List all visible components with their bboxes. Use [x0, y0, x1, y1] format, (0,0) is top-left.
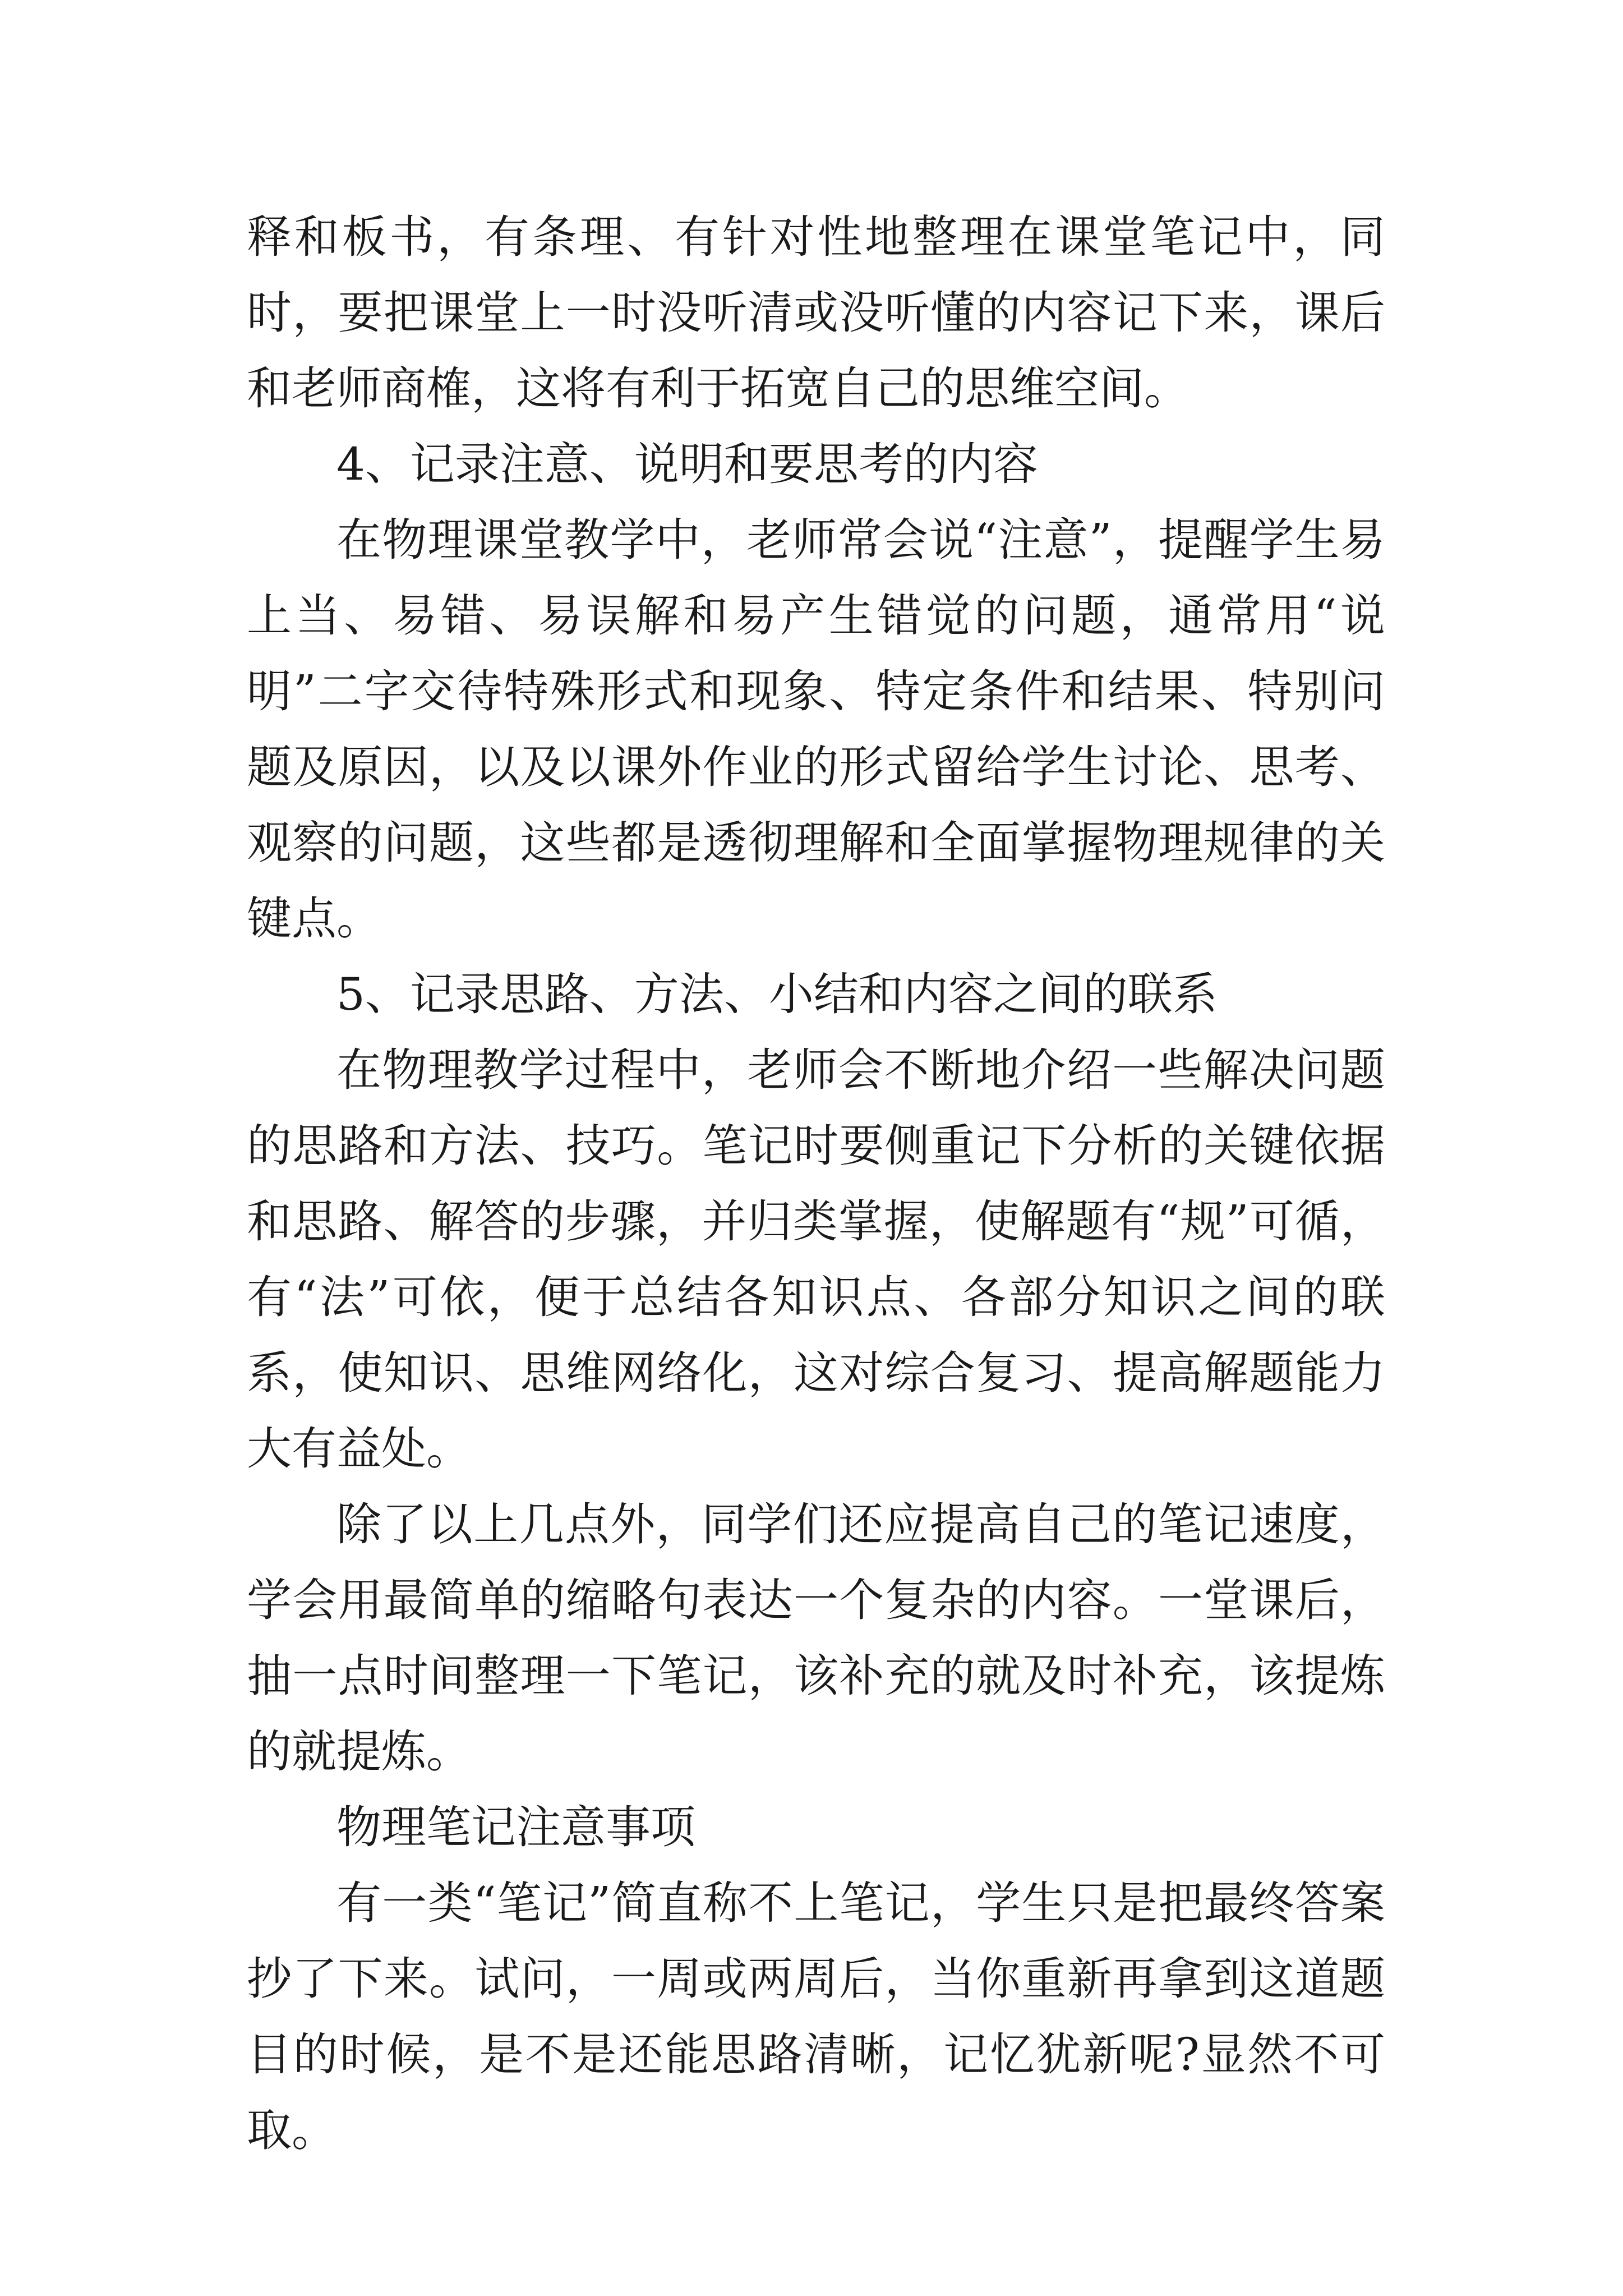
section-heading-5: 5、记录思路、方法、小结和内容之间的联系	[336, 968, 1218, 1020]
paragraph-precautions: 有一类“笔记”简直称不上笔记，学生只是把最终答案抄了下来。试问，一周或两周后，当你重新再拿到这道题目的时候，是不是还能思路清晰，记忆犹新呢?显然不可取。	[247, 1877, 1385, 2156]
paragraph-continuation: 释和板书，有条理、有针对性地整理在课堂笔记中，同时，要把课堂上一时没听清或没听懂的内容记下来，课后和老师商榷，这将有利于拓宽自己的思维空间。	[247, 211, 1385, 415]
section-heading-4: 4、记录注意、说明和要思考的内容	[336, 438, 1038, 490]
paragraph-notes-attention: 在物理课堂教学中，老师常会说“注意”，提醒学生易上当、易错、易误解和易产生错觉的问题，通常用“说明”二字交待特殊形式和现象、特定条件和结果、特别问题及原因，以及以课外作业的形式留给学生讨论、思考、观察的问题，这些都是透彻理解和全面掌握物理规律的关键点。	[247, 514, 1385, 945]
paragraph-methods: 在物理教学过程中，老师会不断地介绍一些解决问题的思路和方法、技巧。笔记时要侧重记下分析的关键依据和思路、解答的步骤，并归类掌握，使解题有“规”可循，有“法”可依，便于总结各知识点、各部分知识之间的联系，使知识、思维网络化，这对综合复习、提高解题能力大有益处。	[247, 1044, 1385, 1475]
document-body	[247, 199, 1385, 2168]
section-heading-precautions: 物理笔记注意事项	[336, 1801, 695, 1853]
paragraph-speed: 除了以上几点外，同学们还应提高自己的笔记速度，学会用最简单的缩略句表达一个复杂的内容。一堂课后，抽一点时间整理一下笔记，该补充的就及时补充，该提炼的就提炼。	[247, 1498, 1385, 1778]
